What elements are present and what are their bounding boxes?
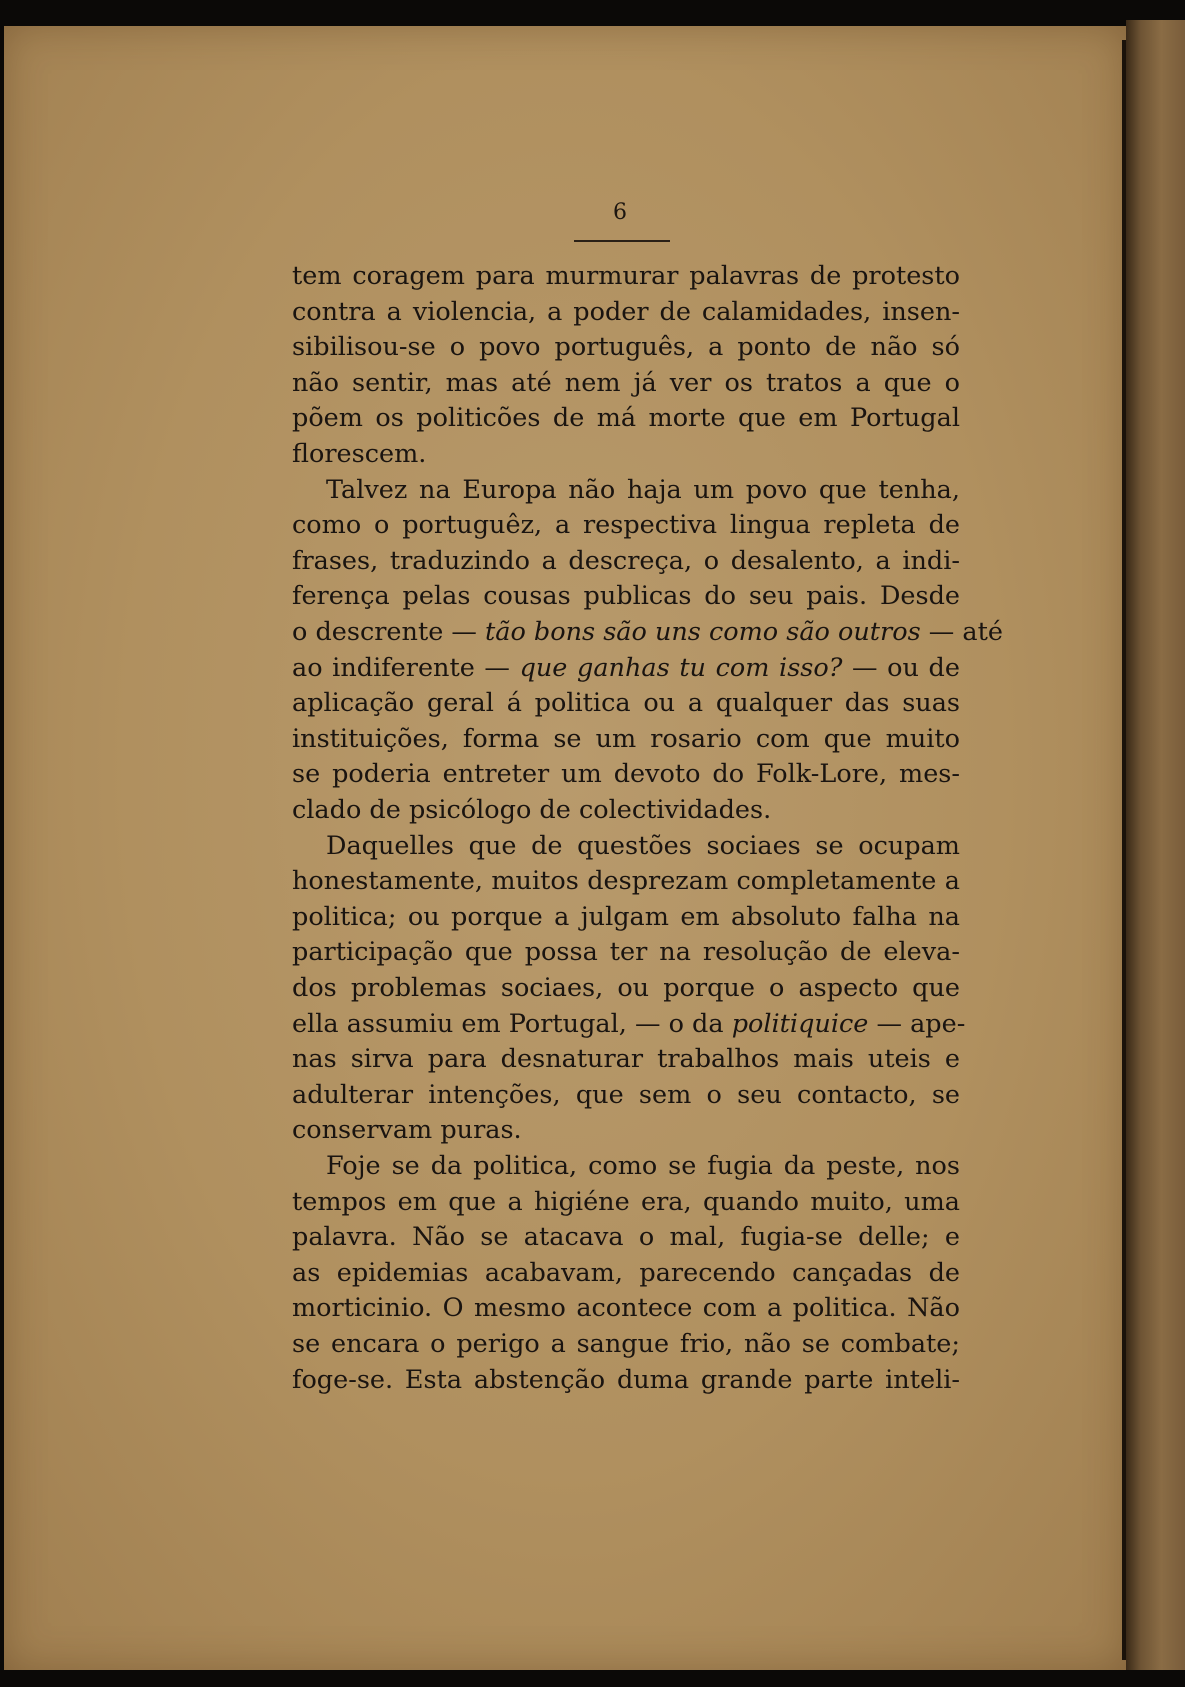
page-spine-shadow [1122, 40, 1126, 1660]
text-line: como o portuguêz, a respectiva lingua repleta de [292, 510, 960, 541]
text-line: ella assumiu em Portugal, — o da politiquice — ape- [292, 1008, 966, 1039]
text-line: foge-se. Esta abstenção duma grande parte inteli- [292, 1364, 960, 1395]
text-line: põem os politicões de má morte que em Portugal [292, 403, 960, 434]
text-line: clado de psicólogo de colectividades. [292, 795, 772, 825]
text-line: Daquelles que de questões sociaes se ocupam [326, 830, 960, 861]
text-line: palavra. Não se atacava o mal, fugia-se delle; e [292, 1222, 960, 1253]
page-number: 6 [613, 200, 627, 225]
page-number-rule [574, 240, 670, 242]
text-line: não sentir, mas até nem já ver os tratos a que o [292, 367, 960, 398]
text-line: instituições, forma se um rosario com que muito [292, 723, 960, 754]
text-line: sibilisou-se o povo português, a ponto de não só [292, 332, 960, 363]
text-line: contra a violencia, a poder de calamidades, insen- [292, 296, 960, 327]
text-line: frases, traduzindo a descreça, o desalento, a indi- [292, 545, 960, 576]
text-line: politica; ou porque a julgam em absoluto falha na [292, 901, 960, 932]
text-line: dos problemas sociaes, ou porque o aspecto que [292, 973, 960, 1003]
book-edge [1126, 20, 1185, 1670]
text-line: as epidemias acabavam, parecendo cançadas de [292, 1257, 960, 1288]
text-line: participação que possa ter na resolução de eleva- [292, 937, 960, 968]
text-line: conservam puras. [292, 1115, 522, 1146]
text-line: tempos em que a higiéne era, quando muito, uma [292, 1186, 960, 1217]
text-line: honestamente, muitos desprezam completamente a [292, 866, 960, 897]
text-line: florescem. [292, 439, 427, 469]
text-line: adulterar intenções, que sem o seu contacto, se [292, 1079, 960, 1110]
text-line: o descrente — tão bons são uns como são outros — até [292, 617, 1003, 647]
text-line: Talvez na Europa não haja um povo que tenha, [326, 474, 960, 505]
text-line: tem coragem para murmurar palavras de protesto [292, 261, 960, 291]
text-line: ao indiferente — que ganhas tu com isso? — ou de [292, 652, 960, 683]
text-line: aplicação geral á politica ou a qualquer das suas [292, 688, 960, 719]
text-line: ferença pelas cousas publicas do seu pais. Desde [292, 581, 960, 612]
text-line: se encara o perigo a sangue frio, não se combate; [292, 1329, 960, 1359]
text-line: morticinio. O mesmo acontece com a politica. Não [292, 1293, 960, 1324]
text-line: Foje se da politica, como se fugia da peste, nos [326, 1151, 960, 1181]
text-line: se poderia entreter um devoto do Folk-Lore, mes- [292, 759, 960, 790]
text-line: nas sirva para desnaturar trabalhos mais uteis e [292, 1044, 960, 1075]
